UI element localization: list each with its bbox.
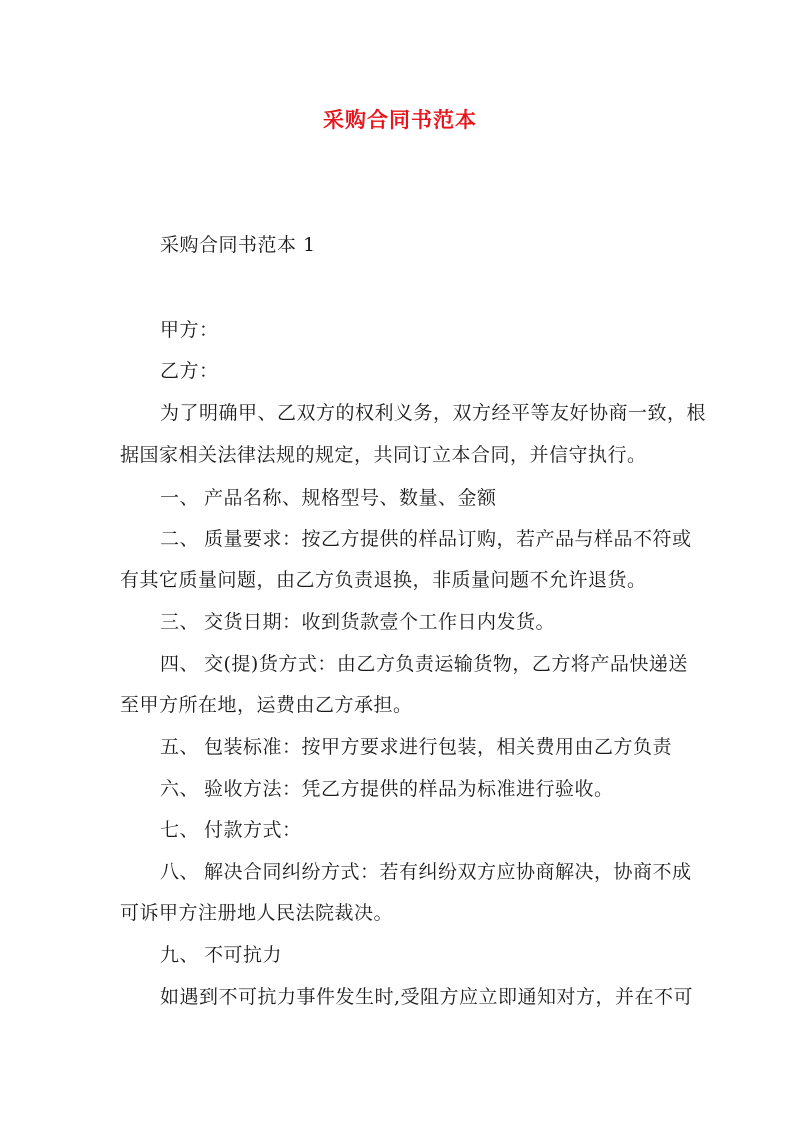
clause-3 (160, 610, 555, 634)
clause-number: 三、 (160, 611, 200, 633)
clause-2 (160, 527, 692, 551)
clause-text: 不可抗力 (204, 944, 283, 966)
clause-4-continuation: 至甲方所在地，运费由乙方承担。 (120, 694, 413, 716)
clause-text: 交货日期：收到货款壹个工作日内发货。 (204, 611, 556, 633)
clause-1 (160, 486, 497, 510)
clause-4 (160, 652, 688, 676)
clause-number: 六、 (160, 778, 200, 800)
clause-number: 一、 (160, 487, 200, 509)
clause-9 (160, 943, 282, 967)
clause-number: 八、 (160, 861, 200, 883)
clause-text: 解决合同纠纷方式：若有纠纷双方应协商解决，协商不成 (204, 861, 692, 883)
clause-text: 付款方式： (204, 819, 302, 841)
intro-paragraph-line-2: 据国家相关法律法规的规定，共同订立本合同，并信守执行。 (120, 444, 647, 466)
clause-8 (160, 860, 692, 884)
clause-2-continuation: 有其它质量问题，由乙方负责退换，非质量问题不允许退货。 (120, 569, 647, 591)
document-title: 采购合同书范本 (323, 107, 477, 132)
clause-number: 二、 (160, 528, 200, 550)
force-majeure-paragraph-line: 如遇到不可抗力事件发生时,受阻方应立即通知对方，并在不可 (160, 986, 694, 1008)
clause-text: 交(提)货方式：由乙方负责运输货物，乙方将产品快递送 (204, 653, 688, 675)
clause-text: 质量要求：按乙方提供的样品订购，若产品与样品不符或 (204, 528, 692, 550)
clause-number: 四、 (160, 653, 200, 675)
clause-number: 七、 (160, 819, 200, 841)
clause-text: 验收方法：凭乙方提供的样品为标准进行验收。 (204, 778, 614, 800)
clause-text: 包装标准：按甲方要求进行包装，相关费用由乙方负责 (204, 736, 673, 758)
intro-paragraph-line-1: 为了明确甲、乙双方的权利义务，双方经平等友好协商一致，根 (160, 402, 707, 424)
party-b-label: 乙方： (160, 360, 219, 382)
clause-number: 五、 (160, 736, 200, 758)
clause-text: 产品名称、规格型号、数量、金额 (204, 487, 497, 509)
party-a-label: 甲方： (160, 319, 219, 341)
clause-8-continuation: 可诉甲方注册地人民法院裁决。 (120, 902, 394, 924)
clause-7 (160, 818, 302, 842)
clause-6 (160, 777, 614, 801)
contract-subtitle: 采购合同书范本 1 (160, 234, 316, 256)
clause-5 (160, 735, 672, 759)
clause-number: 九、 (160, 944, 200, 966)
